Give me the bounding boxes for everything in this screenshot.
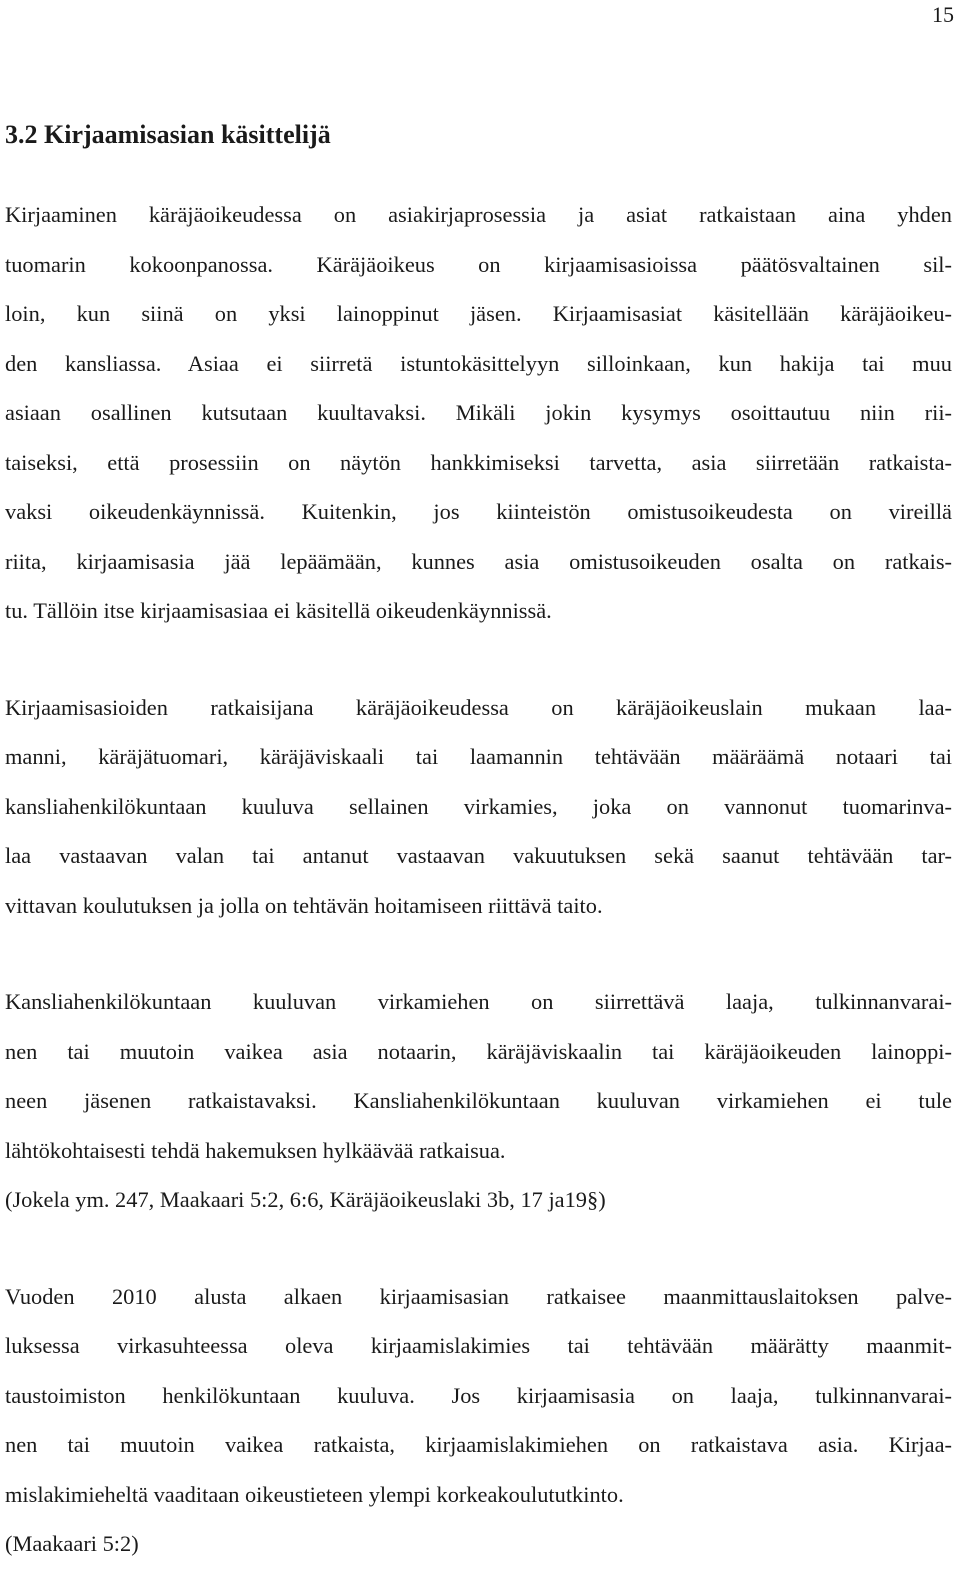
text-line: vittavan koulutuksen ja jolla on tehtävän hoitamiseen riittävä taito. bbox=[5, 892, 603, 918]
page-number: 15 bbox=[932, 2, 954, 27]
text-line: laa vastaavan valan tai antanut vastaavan vakuutuksen sekä saanut tehtävään tar- bbox=[5, 843, 952, 868]
text-line: kansliahenkilökuntaan kuuluva sellainen virkamies, joka on vannonut tuomarinva- bbox=[5, 793, 952, 819]
text-line: manni, käräjätuomari, käräjäviskaali tai laamannin tehtävään määräämä notaari tai bbox=[5, 744, 952, 769]
text-line: lähtökohtaisesti tehdä hakemuksen hylkäävää ratkaisua. bbox=[5, 1137, 506, 1163]
text-line: taustoimiston henkilökuntaan kuuluva. Jos kirjaamisasia on laaja, tulkinnanvarai- bbox=[5, 1382, 952, 1408]
text-line: den kansliassa. Asiaa ei siirretä istuntokäsittelyyn silloinkaan, kun hakija tai muu bbox=[5, 350, 952, 376]
text-line: luksessa virkasuhteessa oleva kirjaamislakimies tai tehtävään määrätty maanmit- bbox=[5, 1333, 952, 1358]
paragraph-1 bbox=[5, 190, 952, 636]
paragraph-4 bbox=[5, 1272, 952, 1569]
text-line: riita, kirjaamisasia jää lepäämään, kunnes asia omistusoikeuden osalta on ratkais- bbox=[5, 548, 952, 574]
text-line: (Maakaari 5:2) bbox=[5, 1531, 139, 1556]
text-line: Kirjaamisasioiden ratkaisijana käräjäoikeudessa on käräjäoikeuslain mukaan laa- bbox=[5, 694, 952, 720]
text-line: nen tai muutoin vaikea ratkaista, kirjaamislakimiehen on ratkaistava asia. Kirjaa- bbox=[5, 1432, 952, 1457]
text-line: taiseksi, että prosessiin on näytön hankkimiseksi tarvetta, asia siirretään ratkaista- bbox=[5, 449, 952, 475]
text-line: neen jäsenen ratkaistavaksi. Kansliahenkilökuntaan kuuluvan virkamiehen ei tule bbox=[5, 1088, 952, 1113]
paragraph-3 bbox=[5, 977, 952, 1225]
section-heading: 3.2 Kirjaamisasian käsittelijä bbox=[5, 120, 331, 149]
text-line: mislakimieheltä vaaditaan oikeustieteen ylempi korkeakoulututkinto. bbox=[5, 1481, 624, 1507]
text-line: Kansliahenkilökuntaan kuuluvan virkamiehen on siirrettävä laaja, tulkinnanvarai- bbox=[5, 989, 952, 1014]
text-line: Kirjaaminen käräjäoikeudessa on asiakirjaprosessia ja asiat ratkaistaan aina yhden bbox=[5, 202, 952, 227]
text-line: nen tai muutoin vaikea asia notaarin, käräjäviskaalin tai käräjäoikeuden lainoppi- bbox=[5, 1038, 952, 1064]
document-body bbox=[5, 190, 952, 1569]
text-line: vaksi oikeudenkäynnissä. Kuitenkin, jos kiinteistön omistusoikeudesta on vireillä bbox=[5, 499, 952, 524]
text-line: loin, kun siinä on yksi lainoppinut jäsen. Kirjaamisasiat käsitellään käräjäoikeu- bbox=[5, 301, 952, 326]
text-line: Vuoden 2010 alusta alkaen kirjaamisasian ratkaisee maanmittauslaitoksen palve- bbox=[5, 1283, 952, 1309]
text-line: (Jokela ym. 247, Maakaari 5:2, 6:6, Käräjäoikeuslaki 3b, 17 ja19§) bbox=[5, 1187, 606, 1212]
paragraph-2 bbox=[5, 683, 952, 931]
text-line: tuomarin kokoonpanossa. Käräjäoikeus on kirjaamisasioissa päätösvaltainen sil- bbox=[5, 251, 952, 277]
text-line: asiaan osallinen kutsutaan kuultavaksi. Mikäli jokin kysymys osoittautuu niin rii- bbox=[5, 400, 952, 425]
text-line: tu. Tällöin itse kirjaamisasiaa ei käsitellä oikeudenkäynnissä. bbox=[5, 598, 552, 623]
